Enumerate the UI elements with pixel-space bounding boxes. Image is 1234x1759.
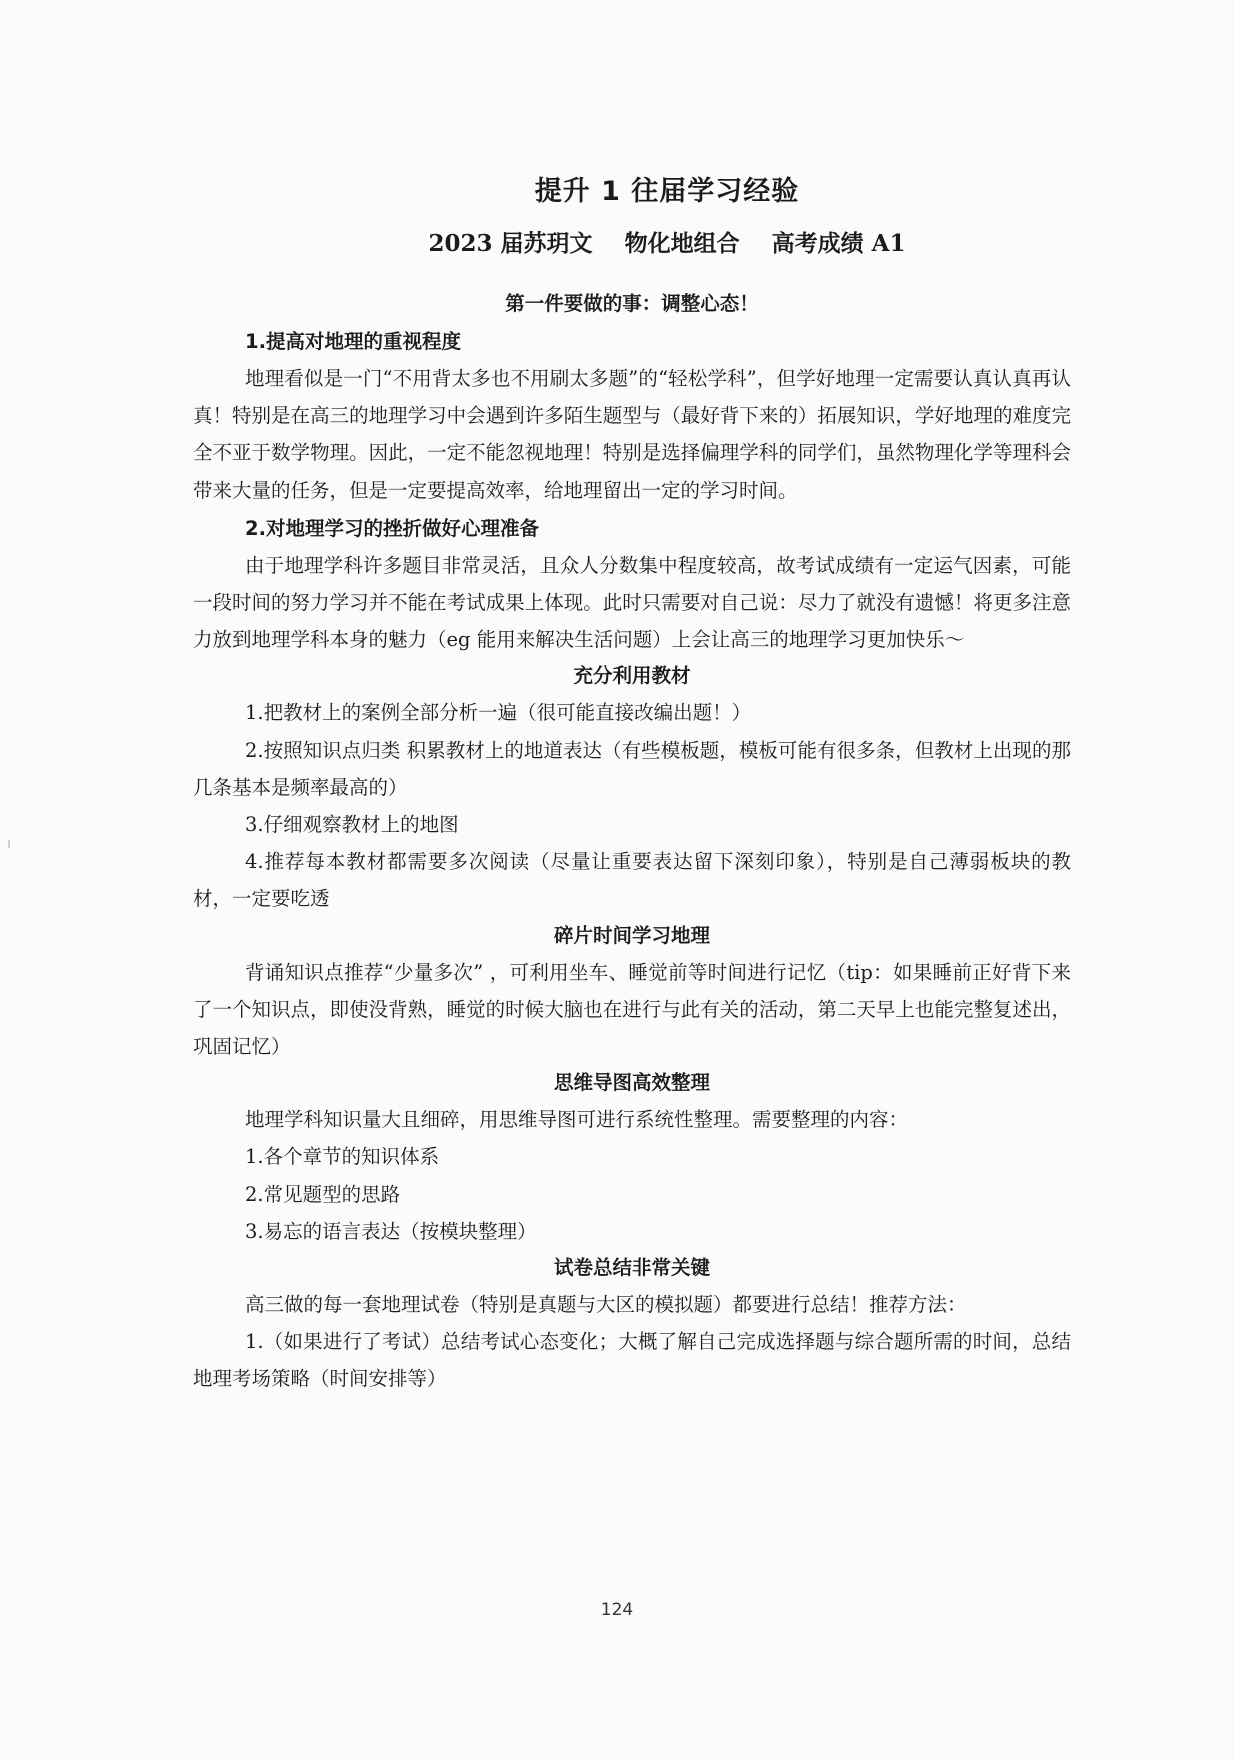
list-item: 4.推荐每本教材都需要多次阅读（尽量让重要表达留下深刻印象），特别是自己薄弱板块的教材，一定要吃透 [193,850,1071,911]
paragraph-fragment-time: 背诵知识点推荐“少量多次” ，可利用坐车、睡觉前等时间进行记忆（tip：如果睡前正好背下来了一个知识点，即使没背熟，睡觉的时候大脑也在进行与此有关的活动，第二天早上也能完整复述出，巩固记忆） [193,960,1071,1059]
section-heading-mindmap: 思维导图高效整理 [553,1071,710,1095]
list-item: 3.易忘的语言表达（按模块整理） [245,1219,537,1243]
list-item: 1.各个章节的知识体系 [245,1145,440,1169]
exam-result: 高考成绩 A1 [771,230,906,257]
list-item: 1.把教材上的案例全部分析一遍（很可能直接改编出题！） [245,701,752,725]
list-item: 1.（如果进行了考试）总结考试心态变化；大概了解自己完成选择题与综合题所需的时间，总结地理考场策略（时间安排等） [193,1330,1071,1391]
paragraph-exam-intro: 高三做的每一套地理试卷（特别是真题与大区的模拟题）都要进行总结！推荐方法： [245,1293,967,1317]
document-body [193,170,1071,1398]
list-item: 2.常见题型的思路 [245,1182,401,1206]
author-info: 2023 届苏玥文 [428,230,593,257]
page-subtitle [193,224,1071,264]
paragraph-mindmap-intro: 地理学科知识量大且细碎，用思维导图可进行系统性整理。需要整理的内容： [245,1108,909,1132]
subject-combination: 物化地组合 [624,230,740,257]
list-item: 3.仔细观察教材上的地图 [245,813,459,837]
page-title: 提升 1 往届学习经验 [534,176,800,207]
list-item: 2.按照知识点归类 积累教材上的地道表达（有些模板题，模板可能有很多条，但教材上出现的那几条基本是频率最高的） [193,738,1071,799]
subheading-importance: 1.提高对地理的重视程度 [245,330,461,353]
section-heading-fragment-time: 碎片时间学习地理 [553,923,710,947]
section-heading-textbooks: 充分利用教材 [573,664,691,688]
page-number: 124 [600,1600,634,1620]
section-heading-mindset: 第一件要做的事：调整心态！ [505,292,759,315]
paragraph-setbacks: 由于地理学科许多题目非常灵活，且众人分数集中程度较高，故考试成绩有一定运气因素，可能一段时间的努力学习并不能在考试成果上体现。此时只需要对自己说：尽力了就没有遗憾！将更多注意力放到地理学科本身的魅力（eg 能用来解决生活问题）上会让高三的地理学习更加快乐～ [193,553,1071,652]
paragraph-importance: 地理看似是一门“不用背太多也不用刷太多题”的“轻松学科”，但学好地理一定需要认真认真再认真！特别是在高三的地理学习中会遇到许多陌生题型与（最好背下来的）拓展知识，学好地理的难度完全不亚于数学物理。因此，一定不能忽视地理！特别是选择偏理学科的同学们，虽然物理化学等理科会带来大量的任务，但是一定要提高效率，给地理留出一定的学习时间。 [193,367,1071,502]
subheading-setbacks: 2.对地理学习的挫折做好心理准备 [245,516,539,540]
section-heading-exam-summary: 试卷总结非常关键 [553,1256,710,1280]
scan-mark [8,840,10,848]
